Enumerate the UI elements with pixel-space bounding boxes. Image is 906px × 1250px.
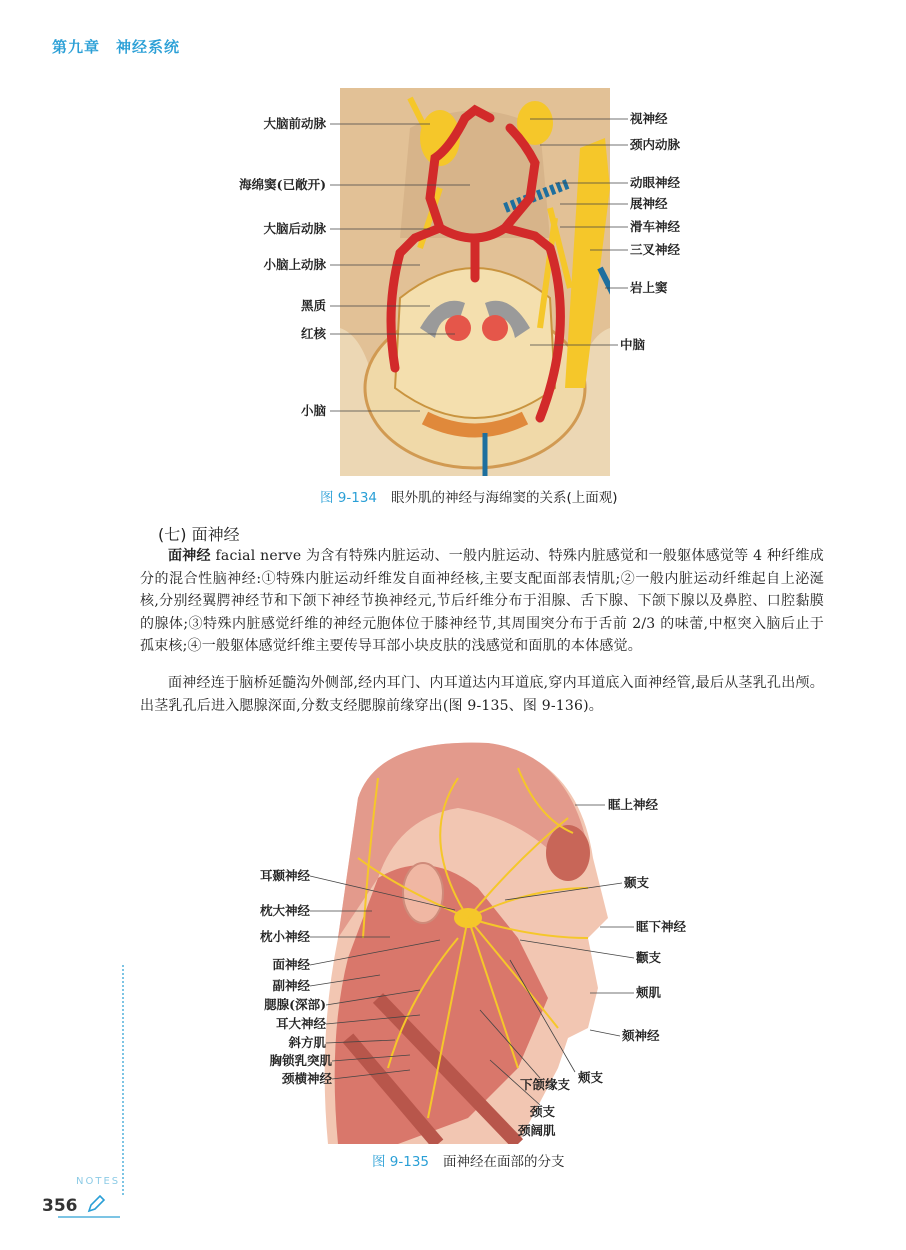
label-superior-cerebellar-artery: 小脑上动脉 <box>263 257 326 272</box>
label-lesser-occipital-nerve: 枕小神经 <box>259 929 310 944</box>
label-mental-nerve: 颏神经 <box>622 1028 660 1043</box>
term-facial-nerve: 面神经 <box>168 548 211 564</box>
label-cerebellum: 小脑 <box>300 403 326 418</box>
page-number: 356 <box>42 1196 78 1216</box>
section-title: (七) 面神经 <box>158 525 240 544</box>
label-oculomotor-nerve: 动眼神经 <box>630 175 681 190</box>
label-trochlear-nerve: 滑车神经 <box>630 219 681 234</box>
figure-2-leader-lines <box>0 760 906 1140</box>
chapter-header: 第九章 神经系统 <box>52 38 181 56</box>
label-red-nucleus: 红核 <box>300 326 326 341</box>
figure-2-number: 图 9-135 <box>372 1154 430 1170</box>
paragraph-1-body: facial nerve 为含有特殊内脏运动、一般内脏运动、特殊内脏感觉和一般躯体感觉等 4 种纤维成分的混合性脑神经:①特殊内脏运动纤维发自面神经核,主要支配面部表情肌;②一般内脏运动纤维起自上泌涎核,分别经翼腭神经节和下颌下神经节换神经元,节后纤维分布于泪腺、舌下腺、下颌下腺以及鼻腔、口腔黏膜的腺体;③特殊内脏感觉纤维的神经元胞体位于膝神经节,其周围突分布于舌前 2/3 的味蕾,中枢突入脑后止于孤束核;④一般躯体感觉纤维主要传导耳部小块皮肤的浅感觉和面肌的本体感觉。 <box>140 548 824 655</box>
label-zygomatic-branch: 颧支 <box>636 950 662 965</box>
notes-label: NOTES <box>76 1176 121 1187</box>
label-greater-occipital-nerve: 枕大神经 <box>259 903 310 918</box>
label-great-auricular-nerve: 耳大神经 <box>275 1016 326 1031</box>
label-buccal-branch: 颊支 <box>578 1070 604 1085</box>
label-internal-carotid-artery: 颈内动脉 <box>630 137 681 152</box>
label-midbrain: 中脑 <box>620 337 646 352</box>
label-infraorbital-nerve: 眶下神经 <box>636 919 687 934</box>
label-buccinator: 颊肌 <box>636 985 662 1000</box>
label-facial-nerve: 面神经 <box>272 957 310 972</box>
label-platysma: 颈阔肌 <box>518 1123 556 1138</box>
label-transverse-cervical-nerve: 颈横神经 <box>281 1071 332 1086</box>
label-marginal-mandibular-branch: 下颌缘支 <box>520 1077 571 1092</box>
figure-1-number: 图 9-134 <box>320 490 378 506</box>
label-anterior-cerebral-artery: 大脑前动脉 <box>263 116 326 131</box>
figure-2-title: 面神经在面部的分支 <box>443 1154 565 1170</box>
label-supraorbital-nerve: 眶上神经 <box>608 797 659 812</box>
label-cavernous-sinus: 海绵窦(已敞开) <box>239 177 326 192</box>
figure-2-caption <box>372 1150 565 1170</box>
figure-1-caption <box>320 486 618 506</box>
label-accessory-nerve: 副神经 <box>272 978 310 993</box>
paragraph-2: 面神经连于脑桥延髓沟外侧部,经内耳门、内耳道达内耳道底,穿内耳道底入面神经管,最后从茎乳孔出颅。出茎乳孔后进入腮腺深面,分数支经腮腺前缘穿出(图 9-135、图 9-136)。 <box>140 675 824 714</box>
label-abducens-nerve: 展神经 <box>630 196 668 211</box>
figure-1-title: 眼外肌的神经与海绵窦的关系(上面观) <box>391 490 618 506</box>
label-auriculotemporal-nerve: 耳颞神经 <box>259 868 310 883</box>
page-number-underline <box>58 1216 120 1218</box>
label-substantia-nigra: 黑质 <box>300 298 326 313</box>
paragraph-1 <box>140 545 824 658</box>
label-sternocleidomastoid: 胸锁乳突肌 <box>269 1053 332 1068</box>
label-cervical-branch: 颈支 <box>530 1104 556 1119</box>
notes-dotted-line <box>122 965 124 1195</box>
label-posterior-cerebral-artery: 大脑后动脉 <box>263 221 326 236</box>
label-trapezius: 斜方肌 <box>288 1035 326 1050</box>
label-optic-nerve: 视神经 <box>630 111 668 126</box>
label-temporal-branch: 颞支 <box>624 875 650 890</box>
figure-1-leader-lines <box>0 0 906 500</box>
pencil-icon <box>86 1194 106 1214</box>
label-superior-petrosal-sinus: 岩上窦 <box>630 280 668 295</box>
label-parotid-deep: 腮腺(深部) <box>264 997 326 1012</box>
label-trigeminal-nerve: 三叉神经 <box>630 242 681 257</box>
